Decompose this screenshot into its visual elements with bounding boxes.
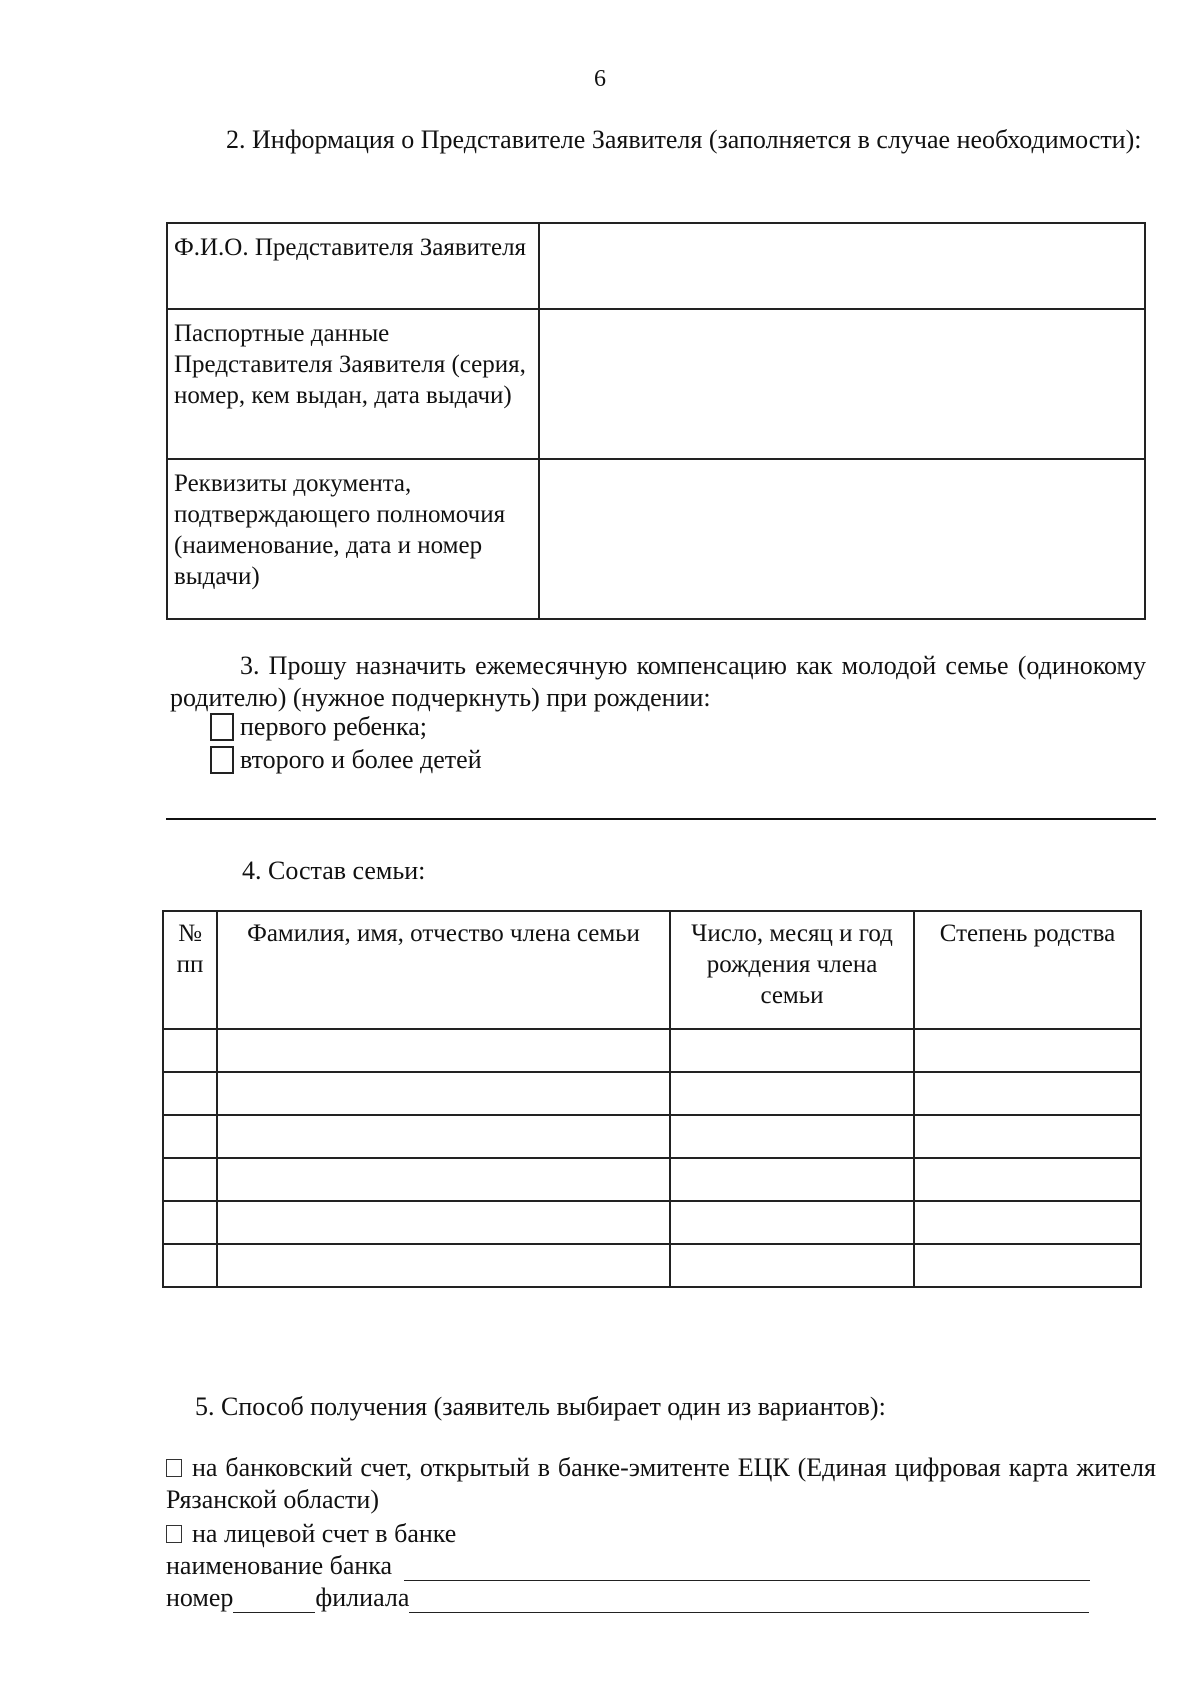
table-cell[interactable] xyxy=(163,1244,217,1287)
section-3-text: 3. Прошу назначить ежемесячную компенсацию как молодой семье (одинокому родителю) (нужное подчеркнуть) при рождении: xyxy=(170,651,1146,712)
table-cell[interactable] xyxy=(217,1201,670,1244)
second-child-checkbox[interactable] xyxy=(210,746,234,774)
table-row xyxy=(163,1201,1141,1244)
bank-account-label: на лицевой счет в банке xyxy=(192,1519,457,1548)
table-cell[interactable] xyxy=(914,1029,1141,1072)
passport-data-label: Паспортные данные Представителя Заявителя (серия, номер, кем выдан, дата выдачи) xyxy=(167,309,539,459)
table-row xyxy=(167,223,1145,309)
table-row xyxy=(163,1244,1141,1287)
branch-number-row xyxy=(166,1581,1089,1613)
column-header-number: № пп xyxy=(163,911,217,1029)
table-cell[interactable] xyxy=(217,1244,670,1287)
family-composition-table xyxy=(162,910,1142,1288)
table-cell[interactable] xyxy=(914,1201,1141,1244)
divider-line xyxy=(166,818,1156,820)
table-cell[interactable] xyxy=(163,1115,217,1158)
column-header-full-name: Фамилия, имя, отчество члена семьи xyxy=(217,911,670,1029)
bank-name-label: наименование банка xyxy=(166,1551,393,1580)
table-row xyxy=(167,309,1145,459)
table-cell[interactable] xyxy=(670,1244,914,1287)
bank-name-row xyxy=(166,1549,1090,1581)
table-cell[interactable] xyxy=(914,1072,1141,1115)
representative-name-label: Ф.И.О. Представителя Заявителя xyxy=(167,223,539,309)
column-header-birth-date: Число, месяц и год рождения члена семьи xyxy=(670,911,914,1029)
section-2-heading: 2. Информация о Представителе Заявителя (заполняется в случае необходимости): xyxy=(226,125,1142,154)
table-cell[interactable] xyxy=(670,1072,914,1115)
representative-table xyxy=(166,222,1146,620)
bank-account-checkbox[interactable] xyxy=(166,1525,182,1543)
table-row xyxy=(163,1029,1141,1072)
branch-label: филиала xyxy=(315,1583,410,1612)
table-cell[interactable] xyxy=(217,1115,670,1158)
table-row xyxy=(167,459,1145,619)
table-cell[interactable] xyxy=(217,1029,670,1072)
authority-document-label: Реквизиты документа, подтверждающего полномочия (наименование, дата и номер выдачи) xyxy=(167,459,539,619)
table-cell[interactable] xyxy=(670,1158,914,1201)
table-cell[interactable] xyxy=(914,1244,1141,1287)
number-label: номер xyxy=(166,1583,234,1612)
table-cell[interactable] xyxy=(163,1201,217,1244)
payment-option-ecc-card[interactable] xyxy=(166,1452,1156,1516)
page-number: 6 xyxy=(594,66,606,92)
table-cell[interactable] xyxy=(163,1158,217,1201)
passport-data-field[interactable] xyxy=(539,309,1145,459)
ecc-card-checkbox[interactable] xyxy=(166,1459,182,1477)
first-child-label: первого ребенка; xyxy=(240,712,427,741)
table-cell[interactable] xyxy=(217,1158,670,1201)
option-first-child[interactable] xyxy=(210,712,427,742)
table-cell[interactable] xyxy=(670,1029,914,1072)
option-second-child[interactable] xyxy=(210,745,482,775)
table-cell[interactable] xyxy=(163,1072,217,1115)
table-row xyxy=(163,1115,1141,1158)
second-child-label: второго и более детей xyxy=(240,745,482,774)
table-cell[interactable] xyxy=(914,1115,1141,1158)
authority-document-field[interactable] xyxy=(539,459,1145,619)
table-cell[interactable] xyxy=(670,1201,914,1244)
section-5-heading: 5. Способ получения (заявитель выбирает один из вариантов): xyxy=(195,1392,886,1421)
table-header-row xyxy=(163,911,1141,1029)
table-cell[interactable] xyxy=(217,1072,670,1115)
table-cell[interactable] xyxy=(163,1029,217,1072)
table-row xyxy=(163,1072,1141,1115)
table-cell[interactable] xyxy=(914,1158,1141,1201)
branch-field[interactable] xyxy=(409,1586,1089,1613)
branch-number-field[interactable] xyxy=(233,1586,315,1613)
column-header-relation: Степень родства xyxy=(914,911,1141,1029)
payment-option-bank-account[interactable] xyxy=(166,1518,456,1550)
ecc-card-label: на банковский счет, открытый в банке-эмитенте ЕЦК (Единая цифровая карта жителя Рязанской области) xyxy=(166,1453,1156,1514)
representative-name-field[interactable] xyxy=(539,223,1145,309)
section-4-heading: 4. Состав семьи: xyxy=(242,856,426,885)
bank-name-field[interactable] xyxy=(404,1554,1090,1581)
table-cell[interactable] xyxy=(670,1115,914,1158)
table-row xyxy=(163,1158,1141,1201)
first-child-checkbox[interactable] xyxy=(210,713,234,741)
